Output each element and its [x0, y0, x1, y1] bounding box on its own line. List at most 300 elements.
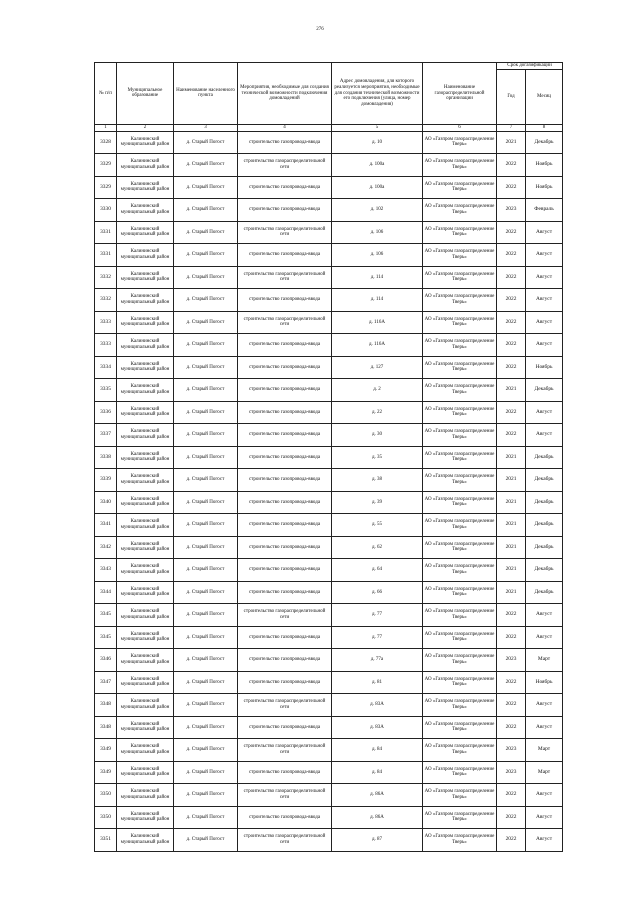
year-cell: 2022 — [497, 176, 526, 199]
organization-cell: АО «Газпром газораспределение Тверь» — [423, 469, 497, 492]
organization-cell: АО «Газпром газораспределение Тверь» — [423, 671, 497, 694]
measure-cell: строительство газопровода-ввода — [238, 671, 332, 694]
address-cell: д. 66 — [332, 581, 423, 604]
row-number-cell: 3350 — [95, 806, 117, 829]
organization-cell: АО «Газпром газораспределение Тверь» — [423, 829, 497, 852]
row-number-cell: 3331 — [95, 244, 117, 267]
organization-cell: АО «Газпром газораспределение Тверь» — [423, 739, 497, 762]
year-cell: 2022 — [497, 784, 526, 807]
month-cell: Август — [526, 334, 563, 357]
table-row — [95, 289, 563, 312]
address-cell: д. 84 — [332, 739, 423, 762]
organization-cell: АО «Газпром газораспределение Тверь» — [423, 604, 497, 627]
settlement-cell: д. Старый Погост — [174, 626, 238, 649]
address-cell: д. 22 — [332, 401, 423, 424]
table-row — [95, 784, 563, 807]
year-cell: 2022 — [497, 289, 526, 312]
organization-cell: АО «Газпром газораспределение Тверь» — [423, 514, 497, 537]
year-cell: 2023 — [497, 199, 526, 222]
settlement-cell: д. Старый Погост — [174, 671, 238, 694]
address-cell: д. 87 — [332, 829, 423, 852]
settlement-cell: д. Старый Погост — [174, 514, 238, 537]
header-measures: Мероприятия, необходимые для создания технической возможности подключения домовладений — [238, 63, 332, 125]
settlement-cell: д. Старый Погост — [174, 424, 238, 447]
month-cell: Август — [526, 424, 563, 447]
municipality-cell: Калининский муниципальный район — [117, 514, 174, 537]
table-row — [95, 244, 563, 267]
address-cell: д. 77а — [332, 649, 423, 672]
address-cell: д. 83А — [332, 716, 423, 739]
address-cell: д. 64 — [332, 559, 423, 582]
row-number-cell: 3337 — [95, 424, 117, 447]
address-cell: д. 39 — [332, 491, 423, 514]
municipality-cell: Калининский муниципальный район — [117, 536, 174, 559]
year-cell: 2023 — [497, 739, 526, 762]
header-settlement: Наименование населенного пункта — [174, 63, 238, 125]
month-cell: Ноябрь — [526, 176, 563, 199]
measure-cell: строительство газораспределительной сети — [238, 784, 332, 807]
row-number-cell: 3345 — [95, 604, 117, 627]
month-cell: Август — [526, 266, 563, 289]
row-number-cell: 3349 — [95, 761, 117, 784]
organization-cell: АО «Газпром газораспределение Тверь» — [423, 221, 497, 244]
month-cell: Декабрь — [526, 559, 563, 582]
municipality-cell: Калининский муниципальный район — [117, 559, 174, 582]
organization-cell: АО «Газпром газораспределение Тверь» — [423, 266, 497, 289]
year-cell: 2021 — [497, 514, 526, 537]
address-cell: д. 77 — [332, 626, 423, 649]
measure-cell: строительство газораспределительной сети — [238, 266, 332, 289]
municipality-cell: Калининский муниципальный район — [117, 784, 174, 807]
address-cell: д. 116А — [332, 311, 423, 334]
address-cell: д. 83А — [332, 694, 423, 717]
table-row — [95, 469, 563, 492]
month-cell: Декабрь — [526, 446, 563, 469]
month-cell: Декабрь — [526, 131, 563, 154]
row-number-cell: 3343 — [95, 559, 117, 582]
organization-cell: АО «Газпром газораспределение Тверь» — [423, 716, 497, 739]
month-cell: Ноябрь — [526, 671, 563, 694]
municipality-cell: Калининский муниципальный район — [117, 356, 174, 379]
table-row — [95, 716, 563, 739]
month-cell: Декабрь — [526, 491, 563, 514]
measure-cell: строительство газопровода-ввода — [238, 491, 332, 514]
measure-cell: строительство газопровода-ввода — [238, 559, 332, 582]
table-row — [95, 154, 563, 177]
organization-cell: АО «Газпром газораспределение Тверь» — [423, 806, 497, 829]
row-number-cell: 3330 — [95, 199, 117, 222]
settlement-cell: д. Старый Погост — [174, 244, 238, 267]
measure-cell: строительство газораспределительной сети — [238, 221, 332, 244]
organization-cell: АО «Газпром газораспределение Тверь» — [423, 131, 497, 154]
address-cell: д. 100а — [332, 154, 423, 177]
header-municipality: Муниципальное образование — [117, 63, 174, 125]
measure-cell: строительство газопровода-ввода — [238, 581, 332, 604]
year-cell: 2022 — [497, 244, 526, 267]
measure-cell: строительство газопровода-ввода — [238, 379, 332, 402]
address-cell: д. 38 — [332, 469, 423, 492]
address-cell: д. 86А — [332, 784, 423, 807]
settlement-cell: д. Старый Погост — [174, 446, 238, 469]
table-row — [95, 424, 563, 447]
measure-cell: строительство газораспределительной сети — [238, 739, 332, 762]
year-cell: 2022 — [497, 221, 526, 244]
municipality-cell: Калининский муниципальный район — [117, 379, 174, 402]
row-number-cell: 3340 — [95, 491, 117, 514]
settlement-cell: д. Старый Погост — [174, 739, 238, 762]
municipality-cell: Калининский муниципальный район — [117, 761, 174, 784]
month-cell: Декабрь — [526, 379, 563, 402]
column-number: 6 — [423, 124, 497, 131]
measure-cell: строительство газопровода-ввода — [238, 469, 332, 492]
settlement-cell: д. Старый Погост — [174, 221, 238, 244]
municipality-cell: Калининский муниципальный район — [117, 716, 174, 739]
table-row — [95, 559, 563, 582]
row-number-cell: 3336 — [95, 401, 117, 424]
organization-cell: АО «Газпром газораспределение Тверь» — [423, 401, 497, 424]
row-number-cell: 3345 — [95, 626, 117, 649]
header-organization: Наименование газораспределительной организации — [423, 63, 497, 125]
municipality-cell: Калининский муниципальный район — [117, 491, 174, 514]
municipality-cell: Калининский муниципальный район — [117, 334, 174, 357]
settlement-cell: д. Старый Погост — [174, 829, 238, 852]
municipality-cell: Калининский муниципальный район — [117, 446, 174, 469]
row-number-cell: 3341 — [95, 514, 117, 537]
settlement-cell: д. Старый Погост — [174, 716, 238, 739]
row-number-cell: 3347 — [95, 671, 117, 694]
month-cell: Февраль — [526, 199, 563, 222]
organization-cell: АО «Газпром газораспределение Тверь» — [423, 311, 497, 334]
address-cell: д. 106 — [332, 244, 423, 267]
column-number: 4 — [238, 124, 332, 131]
table-row — [95, 581, 563, 604]
organization-cell: АО «Газпром газораспределение Тверь» — [423, 694, 497, 717]
municipality-cell: Калининский муниципальный район — [117, 311, 174, 334]
column-number: 1 — [95, 124, 117, 131]
address-cell: д. 62 — [332, 536, 423, 559]
settlement-cell: д. Старый Погост — [174, 784, 238, 807]
measure-cell: строительство газопровода-ввода — [238, 446, 332, 469]
year-cell: 2022 — [497, 334, 526, 357]
table-row — [95, 536, 563, 559]
table-row — [95, 806, 563, 829]
organization-cell: АО «Газпром газораспределение Тверь» — [423, 581, 497, 604]
month-cell: Август — [526, 289, 563, 312]
municipality-cell: Калининский муниципальный район — [117, 581, 174, 604]
table-row — [95, 266, 563, 289]
year-cell: 2022 — [497, 401, 526, 424]
organization-cell: АО «Газпром газораспределение Тверь» — [423, 334, 497, 357]
address-cell: д. 2 — [332, 379, 423, 402]
year-cell: 2022 — [497, 829, 526, 852]
month-cell: Август — [526, 694, 563, 717]
measure-cell: строительство газопровода-ввода — [238, 401, 332, 424]
organization-cell: АО «Газпром газораспределение Тверь» — [423, 424, 497, 447]
year-cell: 2022 — [497, 311, 526, 334]
row-number-cell: 3329 — [95, 154, 117, 177]
table-row — [95, 356, 563, 379]
organization-cell: АО «Газпром газораспределение Тверь» — [423, 784, 497, 807]
measure-cell: строительство газораспределительной сети — [238, 311, 332, 334]
year-cell: 2021 — [497, 131, 526, 154]
year-cell: 2021 — [497, 491, 526, 514]
table-row — [95, 829, 563, 852]
settlement-cell: д. Старый Погост — [174, 199, 238, 222]
table-row — [95, 401, 563, 424]
settlement-cell: д. Старый Погост — [174, 131, 238, 154]
settlement-cell: д. Старый Погост — [174, 491, 238, 514]
month-cell: Декабрь — [526, 514, 563, 537]
municipality-cell: Калининский муниципальный район — [117, 199, 174, 222]
month-cell: Август — [526, 221, 563, 244]
month-cell: Август — [526, 806, 563, 829]
year-cell: 2021 — [497, 559, 526, 582]
table-row — [95, 379, 563, 402]
address-cell: д. 114 — [332, 289, 423, 312]
municipality-cell: Калининский муниципальный район — [117, 131, 174, 154]
row-number-cell: 3346 — [95, 649, 117, 672]
organization-cell: АО «Газпром газораспределение Тверь» — [423, 199, 497, 222]
row-number-cell: 3350 — [95, 784, 117, 807]
year-cell: 2022 — [497, 154, 526, 177]
table-row — [95, 626, 563, 649]
measure-cell: строительство газопровода-ввода — [238, 806, 332, 829]
settlement-cell: д. Старый Погост — [174, 694, 238, 717]
organization-cell: АО «Газпром газораспределение Тверь» — [423, 626, 497, 649]
measure-cell: строительство газопровода-ввода — [238, 289, 332, 312]
row-number-cell: 3334 — [95, 356, 117, 379]
month-cell: Август — [526, 604, 563, 627]
month-cell: Август — [526, 716, 563, 739]
year-cell: 2023 — [497, 649, 526, 672]
header-year: Год — [497, 69, 526, 124]
month-cell: Март — [526, 739, 563, 762]
municipality-cell: Калининский муниципальный район — [117, 671, 174, 694]
year-cell: 2021 — [497, 536, 526, 559]
municipality-cell: Калининский муниципальный район — [117, 469, 174, 492]
year-cell: 2022 — [497, 806, 526, 829]
table-body — [95, 131, 563, 851]
address-cell: д. 10 — [332, 131, 423, 154]
table-row — [95, 604, 563, 627]
column-number: 8 — [526, 124, 563, 131]
settlement-cell: д. Старый Погост — [174, 311, 238, 334]
organization-cell: АО «Газпром газораспределение Тверь» — [423, 446, 497, 469]
organization-cell: АО «Газпром газораспределение Тверь» — [423, 289, 497, 312]
row-number-cell: 3342 — [95, 536, 117, 559]
municipality-cell: Калининский муниципальный район — [117, 154, 174, 177]
address-cell: д. 84 — [332, 761, 423, 784]
measure-cell: строительство газопровода-ввода — [238, 514, 332, 537]
measure-cell: строительство газораспределительной сети — [238, 604, 332, 627]
municipality-cell: Калининский муниципальный район — [117, 424, 174, 447]
row-number-cell: 3348 — [95, 716, 117, 739]
municipality-cell: Калининский муниципальный район — [117, 401, 174, 424]
table-row — [95, 671, 563, 694]
month-cell: Март — [526, 761, 563, 784]
municipality-cell: Калининский муниципальный район — [117, 626, 174, 649]
settlement-cell: д. Старый Погост — [174, 559, 238, 582]
address-cell: д. 114 — [332, 266, 423, 289]
address-cell: д. 35 — [332, 446, 423, 469]
municipality-cell: Калининский муниципальный район — [117, 604, 174, 627]
settlement-cell: д. Старый Погост — [174, 536, 238, 559]
measure-cell: строительство газопровода-ввода — [238, 424, 332, 447]
table-row — [95, 311, 563, 334]
row-number-cell: 3332 — [95, 289, 117, 312]
year-cell: 2022 — [497, 694, 526, 717]
row-number-cell: 3335 — [95, 379, 117, 402]
settlement-cell: д. Старый Погост — [174, 604, 238, 627]
row-number-cell: 3328 — [95, 131, 117, 154]
measure-cell: строительство газопровода-ввода — [238, 536, 332, 559]
table-row — [95, 649, 563, 672]
table-row — [95, 761, 563, 784]
table-row — [95, 694, 563, 717]
settlement-cell: д. Старый Погост — [174, 469, 238, 492]
organization-cell: АО «Газпром газораспределение Тверь» — [423, 649, 497, 672]
settlement-cell: д. Старый Погост — [174, 379, 238, 402]
municipality-cell: Калининский муниципальный район — [117, 806, 174, 829]
measure-cell: строительство газопровода-ввода — [238, 356, 332, 379]
month-cell: Август — [526, 626, 563, 649]
address-cell: д. 55 — [332, 514, 423, 537]
year-cell: 2022 — [497, 356, 526, 379]
month-cell: Март — [526, 649, 563, 672]
address-cell: д. 102 — [332, 199, 423, 222]
header-month: Месяц — [526, 69, 563, 124]
address-cell: д. 77 — [332, 604, 423, 627]
settlement-cell: д. Старый Погост — [174, 176, 238, 199]
row-number-cell: 3349 — [95, 739, 117, 762]
organization-cell: АО «Газпром газораспределение Тверь» — [423, 154, 497, 177]
settlement-cell: д. Старый Погост — [174, 356, 238, 379]
year-cell: 2022 — [497, 266, 526, 289]
year-cell: 2021 — [497, 469, 526, 492]
month-cell: Декабрь — [526, 581, 563, 604]
year-cell: 2021 — [497, 379, 526, 402]
year-cell: 2022 — [497, 604, 526, 627]
year-cell: 2022 — [497, 671, 526, 694]
header-deadline-group: Срок догазификации — [497, 63, 563, 70]
measure-cell: строительство газопровода-ввода — [238, 244, 332, 267]
municipality-cell: Калининский муниципальный район — [117, 244, 174, 267]
month-cell: Август — [526, 311, 563, 334]
address-cell: д. 106 — [332, 221, 423, 244]
settlement-cell: д. Старый Погост — [174, 334, 238, 357]
month-cell: Декабрь — [526, 469, 563, 492]
header-num: № п/п — [95, 63, 117, 125]
row-number-cell: 3331 — [95, 221, 117, 244]
measure-cell: строительство газопровода-ввода — [238, 626, 332, 649]
organization-cell: АО «Газпром газораспределение Тверь» — [423, 559, 497, 582]
measure-cell: строительство газопровода-ввода — [238, 761, 332, 784]
measure-cell: строительство газораспределительной сети — [238, 694, 332, 717]
row-number-cell: 3333 — [95, 311, 117, 334]
measure-cell: строительство газораспределительной сети — [238, 829, 332, 852]
gasification-table — [94, 62, 563, 852]
organization-cell: АО «Газпром газораспределение Тверь» — [423, 244, 497, 267]
organization-cell: АО «Газпром газораспределение Тверь» — [423, 176, 497, 199]
settlement-cell: д. Старый Погост — [174, 649, 238, 672]
table-row — [95, 131, 563, 154]
month-cell: Август — [526, 244, 563, 267]
column-number: 7 — [497, 124, 526, 131]
organization-cell: АО «Газпром газораспределение Тверь» — [423, 356, 497, 379]
municipality-cell: Калининский муниципальный район — [117, 176, 174, 199]
row-number-cell: 3333 — [95, 334, 117, 357]
address-cell: д. 30 — [332, 424, 423, 447]
measure-cell: строительство газопровода-ввода — [238, 131, 332, 154]
address-cell: д. 100а — [332, 176, 423, 199]
month-cell: Ноябрь — [526, 356, 563, 379]
table-row — [95, 739, 563, 762]
table-row — [95, 514, 563, 537]
year-cell: 2022 — [497, 626, 526, 649]
municipality-cell: Калининский муниципальный район — [117, 694, 174, 717]
organization-cell: АО «Газпром газораспределение Тверь» — [423, 491, 497, 514]
table-row — [95, 334, 563, 357]
settlement-cell: д. Старый Погост — [174, 266, 238, 289]
measure-cell: строительство газопровода-ввода — [238, 649, 332, 672]
municipality-cell: Калининский муниципальный район — [117, 221, 174, 244]
table-row — [95, 199, 563, 222]
measure-cell: строительство газопровода-ввода — [238, 176, 332, 199]
table-row — [95, 221, 563, 244]
address-cell: д. 81 — [332, 671, 423, 694]
row-number-cell: 3348 — [95, 694, 117, 717]
month-cell: Август — [526, 401, 563, 424]
organization-cell: АО «Газпром газораспределение Тверь» — [423, 379, 497, 402]
organization-cell: АО «Газпром газораспределение Тверь» — [423, 536, 497, 559]
year-cell: 2022 — [497, 716, 526, 739]
address-cell: д. 116А — [332, 334, 423, 357]
row-number-cell: 3329 — [95, 176, 117, 199]
header-address: Адрес домовладения, для которого реализуется мероприятия, необходимые для создания технической возможности его подключения (улица, номер домовладения) — [332, 63, 423, 125]
year-cell: 2021 — [497, 581, 526, 604]
municipality-cell: Калининский муниципальный район — [117, 829, 174, 852]
column-number: 5 — [332, 124, 423, 131]
table-row — [95, 176, 563, 199]
row-number-cell: 3332 — [95, 266, 117, 289]
month-cell: Ноябрь — [526, 154, 563, 177]
municipality-cell: Калининский муниципальный район — [117, 266, 174, 289]
row-number-cell: 3338 — [95, 446, 117, 469]
year-cell: 2023 — [497, 761, 526, 784]
year-cell: 2022 — [497, 424, 526, 447]
measure-cell: строительство газопровода-ввода — [238, 334, 332, 357]
settlement-cell: д. Старый Погост — [174, 806, 238, 829]
settlement-cell: д. Старый Погост — [174, 154, 238, 177]
column-number: 2 — [117, 124, 174, 131]
table-row — [95, 491, 563, 514]
row-number-cell: 3351 — [95, 829, 117, 852]
settlement-cell: д. Старый Погост — [174, 289, 238, 312]
page-number: 276 — [316, 27, 324, 32]
address-cell: д. 127 — [332, 356, 423, 379]
month-cell: Август — [526, 829, 563, 852]
settlement-cell: д. Старый Погост — [174, 761, 238, 784]
measure-cell: строительство газопровода-ввода — [238, 716, 332, 739]
measure-cell: строительство газопровода-ввода — [238, 199, 332, 222]
settlement-cell: д. Старый Погост — [174, 401, 238, 424]
measure-cell: строительство газораспределительной сети — [238, 154, 332, 177]
municipality-cell: Калининский муниципальный район — [117, 739, 174, 762]
row-number-cell: 3339 — [95, 469, 117, 492]
row-number-cell: 3344 — [95, 581, 117, 604]
settlement-cell: д. Старый Погост — [174, 581, 238, 604]
month-cell: Август — [526, 784, 563, 807]
